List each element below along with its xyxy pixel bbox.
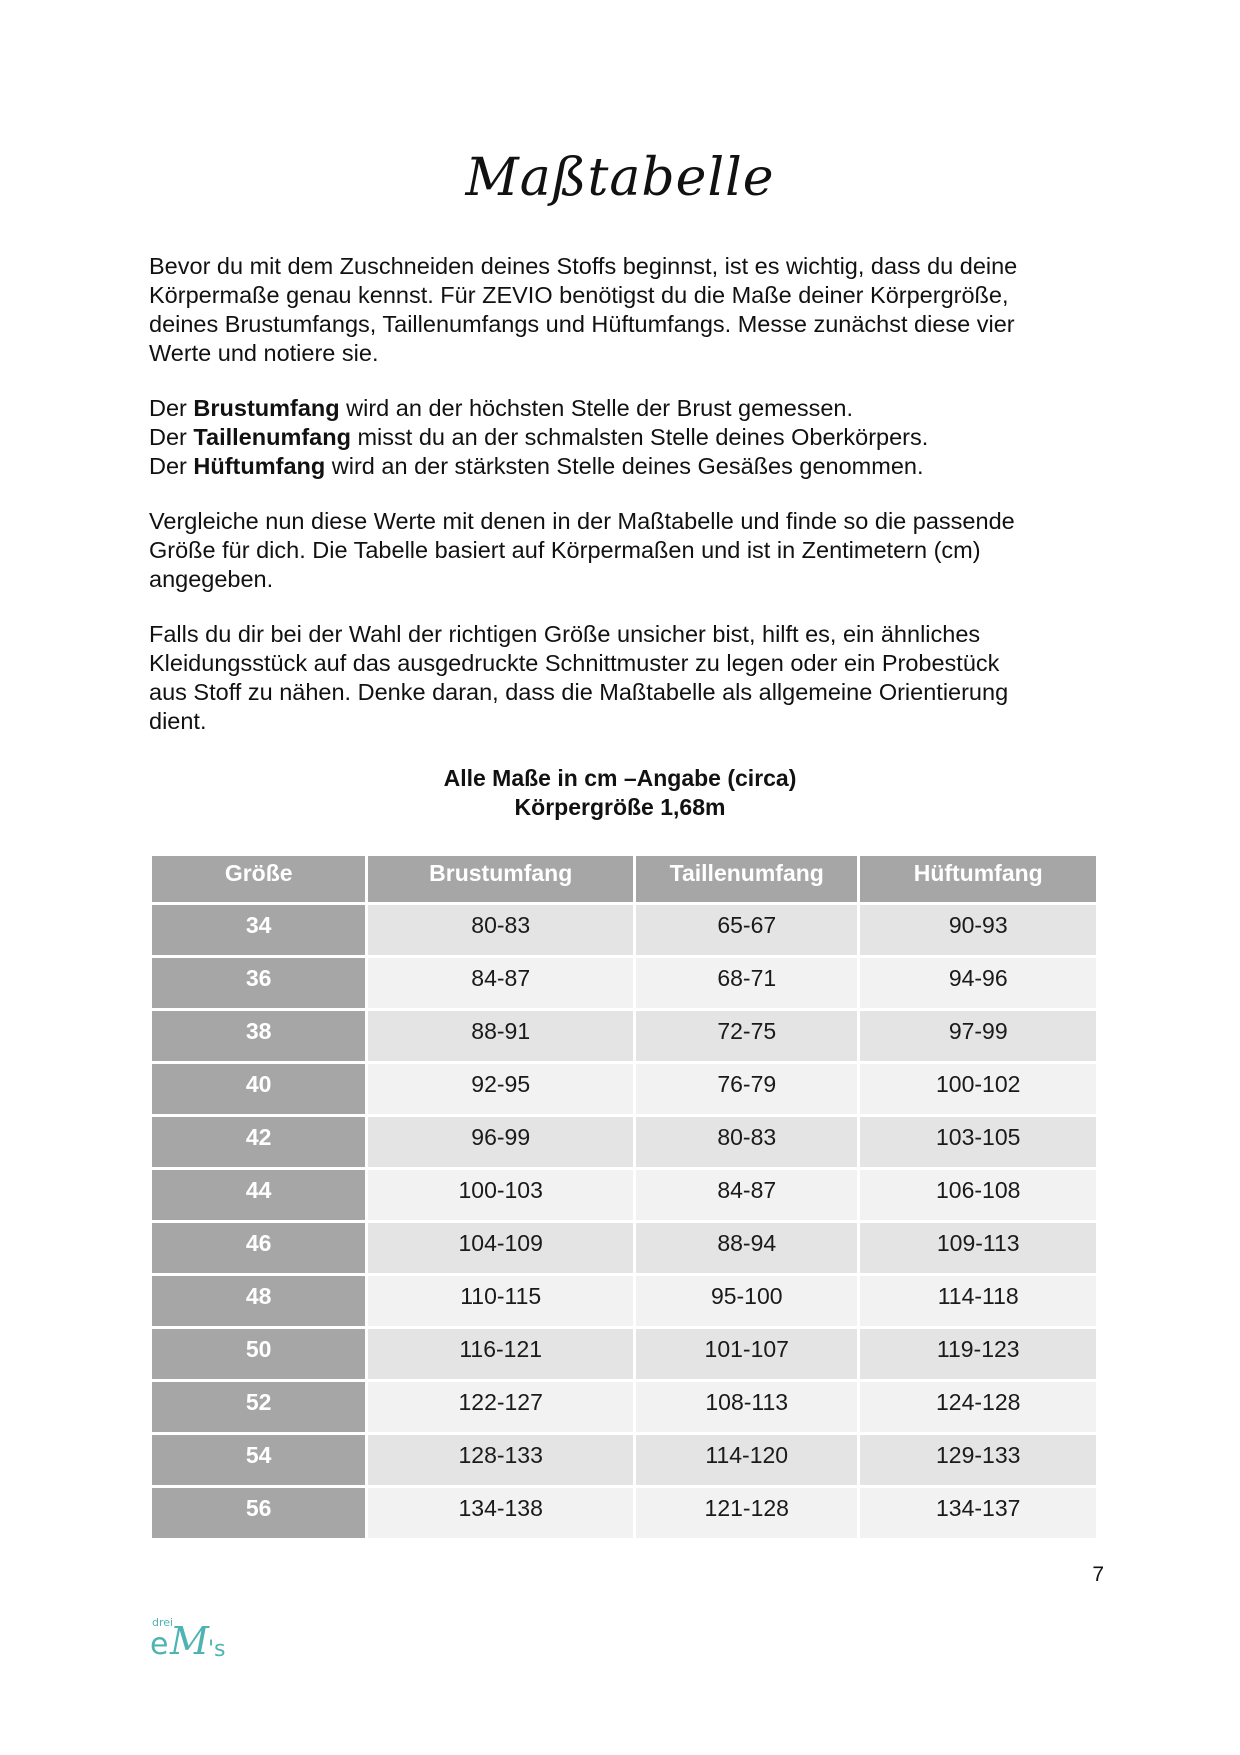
table-row <box>152 1011 1096 1061</box>
huefte-cell: 94-96 <box>860 958 1096 1008</box>
huefte-cell: 134-137 <box>860 1488 1096 1538</box>
table-row <box>152 1329 1096 1379</box>
definition-prefix: Der <box>149 424 194 450</box>
table-caption <box>0 764 1240 822</box>
definition-rest: wird an der höchsten Stelle der Brust gemessen. <box>339 395 853 421</box>
definition-rest: wird an der stärksten Stelle deines Gesäßes genommen. <box>325 453 924 479</box>
taille-cell: 88-94 <box>636 1223 857 1273</box>
table-row <box>152 1382 1096 1432</box>
huefte-cell: 106-108 <box>860 1170 1096 1220</box>
brust-cell: 116-121 <box>368 1329 633 1379</box>
definition-huefte <box>149 452 1099 481</box>
definition-prefix: Der <box>149 453 194 479</box>
brand-logo <box>150 1612 240 1662</box>
huefte-cell: 129-133 <box>860 1435 1096 1485</box>
table-row <box>152 958 1096 1008</box>
taille-cell: 95-100 <box>636 1276 857 1326</box>
taille-cell: 108-113 <box>636 1382 857 1432</box>
size-cell: 52 <box>152 1382 365 1432</box>
header-hueftumfang: Hüftumfang <box>860 856 1096 902</box>
huefte-cell: 124-128 <box>860 1382 1096 1432</box>
definitions-paragraph <box>149 394 1099 481</box>
text-line: Bevor du mit dem Zuschneiden deines Stoffs beginnst, ist es wichtig, dass du deine <box>149 253 1018 279</box>
size-cell: 50 <box>152 1329 365 1379</box>
text-line: Kleidungsstück auf das ausgedruckte Schnittmuster zu legen oder ein Probestück <box>149 650 1000 676</box>
taille-cell: 121-128 <box>636 1488 857 1538</box>
size-cell: 44 <box>152 1170 365 1220</box>
brust-cell: 134-138 <box>368 1488 633 1538</box>
huefte-cell: 100-102 <box>860 1064 1096 1114</box>
huefte-cell: 114-118 <box>860 1276 1096 1326</box>
header-taillenumfang: Taillenumfang <box>636 856 857 902</box>
size-cell: 36 <box>152 958 365 1008</box>
taille-cell: 84-87 <box>636 1170 857 1220</box>
text-line: Werte und notiere sie. <box>149 340 379 366</box>
taille-cell: 76-79 <box>636 1064 857 1114</box>
brust-cell: 110-115 <box>368 1276 633 1326</box>
huefte-cell: 103-105 <box>860 1117 1096 1167</box>
compare-paragraph <box>149 507 1099 594</box>
text-line: Vergleiche nun diese Werte mit denen in der Maßtabelle und finde so die passende <box>149 508 1015 534</box>
brust-cell: 92-95 <box>368 1064 633 1114</box>
huefte-cell: 90-93 <box>860 905 1096 955</box>
definition-term: Taillenumfang <box>193 424 351 450</box>
definition-prefix: Der <box>149 395 194 421</box>
table-row <box>152 1170 1096 1220</box>
taille-cell: 80-83 <box>636 1117 857 1167</box>
brust-cell: 128-133 <box>368 1435 633 1485</box>
huefte-cell: 97-99 <box>860 1011 1096 1061</box>
text-line: Körpermaße genau kennst. Für ZEVIO benötigst du die Maße deiner Körpergröße, <box>149 282 1009 308</box>
definition-term: Brustumfang <box>193 395 340 421</box>
header-groesse: Größe <box>152 856 365 902</box>
huefte-cell: 109-113 <box>860 1223 1096 1273</box>
taille-cell: 101-107 <box>636 1329 857 1379</box>
brust-cell: 104-109 <box>368 1223 633 1273</box>
text-line: aus Stoff zu nähen. Denke daran, dass die Maßtabelle als allgemeine Orientierung <box>149 679 1009 705</box>
logo-suffix: 's <box>208 1637 226 1662</box>
size-cell: 56 <box>152 1488 365 1538</box>
advice-paragraph <box>149 620 1099 736</box>
size-cell: 40 <box>152 1064 365 1114</box>
size-cell: 48 <box>152 1276 365 1326</box>
size-cell: 42 <box>152 1117 365 1167</box>
table-row <box>152 1064 1096 1114</box>
table-caption-line: Alle Maße in cm –Angabe (circa) <box>443 765 797 791</box>
text-line: Falls du dir bei der Wahl der richtigen Größe unsicher bist, hilft es, ein ähnliches <box>149 621 981 647</box>
taille-cell: 72-75 <box>636 1011 857 1061</box>
brust-cell: 100-103 <box>368 1170 633 1220</box>
header-brustumfang: Brustumfang <box>368 856 633 902</box>
page-title: Maßtabelle <box>465 148 775 208</box>
table-row <box>152 1276 1096 1326</box>
body-text <box>149 252 1099 762</box>
intro-paragraph <box>149 252 1099 368</box>
size-cell: 54 <box>152 1435 365 1485</box>
brust-cell: 80-83 <box>368 905 633 955</box>
text-line: angegeben. <box>149 566 274 592</box>
size-cell: 38 <box>152 1011 365 1061</box>
definition-term: Hüftumfang <box>193 453 326 479</box>
page-number: 7 <box>1092 1563 1104 1586</box>
taille-cell: 68-71 <box>636 958 857 1008</box>
definition-brust <box>149 394 1099 423</box>
brust-cell: 84-87 <box>368 958 633 1008</box>
definition-taille <box>149 423 1099 452</box>
taille-cell: 114-120 <box>636 1435 857 1485</box>
taille-cell: 65-67 <box>636 905 857 955</box>
table-caption-line: Körpergröße 1,68m <box>514 794 726 820</box>
huefte-cell: 119-123 <box>860 1329 1096 1379</box>
logo-script-letter: M <box>170 1619 209 1662</box>
table-row <box>152 1435 1096 1485</box>
size-table <box>149 853 1099 1541</box>
table-row <box>152 1488 1096 1538</box>
table-row <box>152 1223 1096 1273</box>
table-row <box>152 1117 1096 1167</box>
text-line: Größe für dich. Die Tabelle basiert auf Körpermaßen und ist in Zentimetern (cm) <box>149 537 981 563</box>
brust-cell: 96-99 <box>368 1117 633 1167</box>
size-cell: 34 <box>152 905 365 955</box>
size-cell: 46 <box>152 1223 365 1273</box>
logo-main-letter: e <box>150 1627 169 1662</box>
text-line: dient. <box>149 708 207 734</box>
logo-small-text: drei <box>152 1616 174 1629</box>
brust-cell: 88-91 <box>368 1011 633 1061</box>
table-row <box>152 905 1096 955</box>
text-line: deines Brustumfangs, Taillenumfangs und Hüftumfangs. Messe zunächst diese vier <box>149 311 1015 337</box>
table-header-row <box>152 856 1096 902</box>
definition-rest: misst du an der schmalsten Stelle deines Oberkörpers. <box>350 424 929 450</box>
brust-cell: 122-127 <box>368 1382 633 1432</box>
